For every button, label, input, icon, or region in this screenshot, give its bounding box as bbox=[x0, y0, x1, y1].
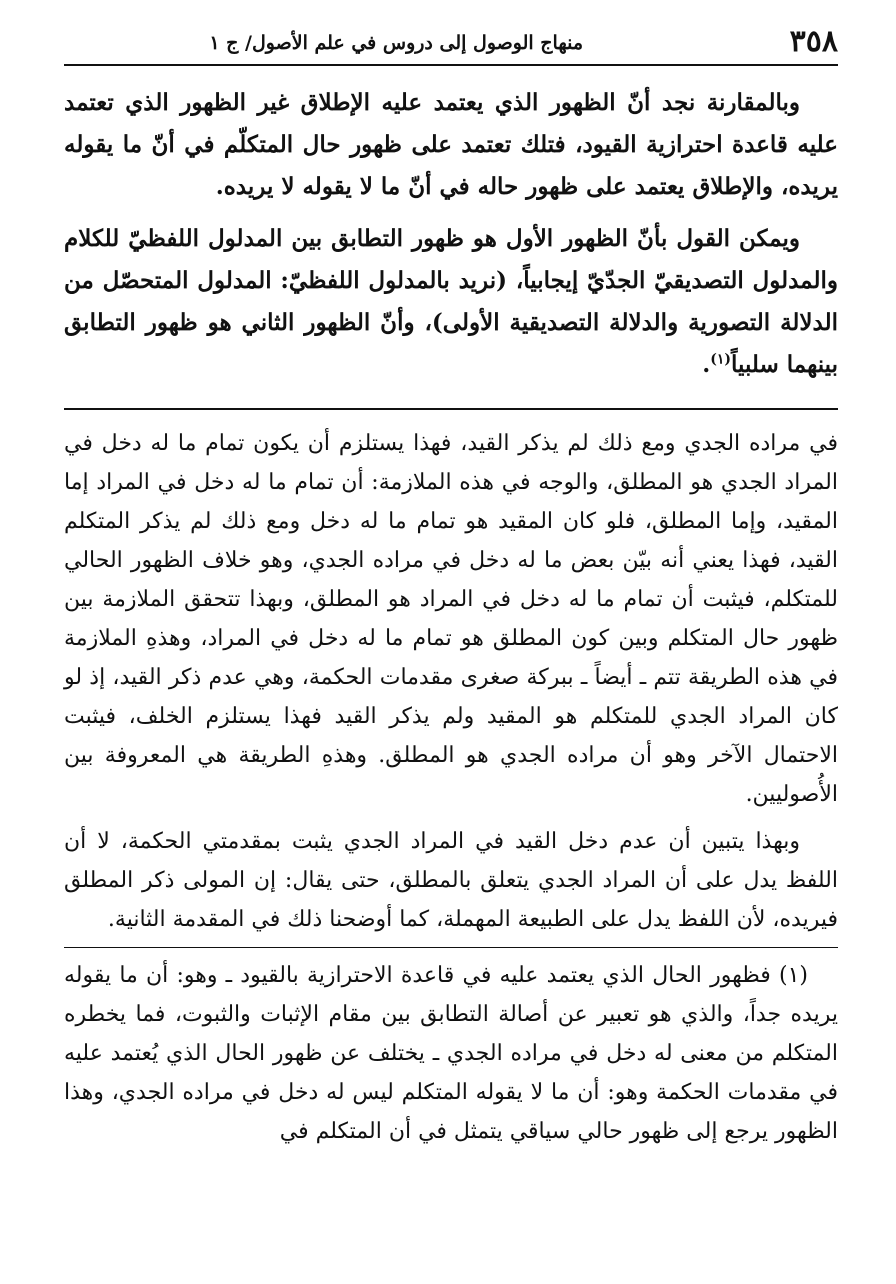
main-paragraph-1: وبالمقارنة نجد أنّ الظهور الذي يعتمد عليه الإطلاق غير الظهور الذي تعتمد عليه قاعدة احترازية القيود، فتلك تعتمد على ظهور حال المتكلّم في أنّ ما يقوله يريده، والإطلاق يعتمد على ظهور حاله في أنّ ما لا يقوله لا يريده. bbox=[64, 89, 838, 200]
footnote-marker[interactable]: (١) bbox=[710, 351, 732, 368]
main-paragraph-2 bbox=[64, 218, 838, 386]
commentary-paragraph-1: في مراده الجدي ومع ذلك لم يذكر القيد، فهذا يستلزم أن يكون تمام ما له دخل في المراد الجدي هو المطلق، والوجه في هذه الملازمة: أن تمام ما له دخل في المراد إما المقيد، وإما المطلق، فلو كان المقيد هو تمام ما له دخل ومع ذلك لم يذكر المتكلم القيد، فهذا يعني أنه بيّن بعض ما له دخل في مراده الجدي، وهو خلاف الظهور الحالي للمتكلم، فيثبت أن تمام ما له دخل في المراد هو المطلق، وبهذا تتحقق الملازمة بين ظهور حال المتكلم وبين كون المطلق هو تمام ما له دخل في المراد، وهذهِ الملازمة في هذه الطريقة تتم ـ أيضاً ـ ببركة صغرى مقدمات الحكمة، وهي عدم ذكر القيد، إذ لو كان المراد الجدي للمتكلم هو المقيد ولم يذكر القيد فهذا يستلزم الخلف، فيثبت الاحتمال الآخر وهو أن مراده الجدي هو المطلق. وهذهِ الطريقة هي المعروفة بين الأُصوليين. bbox=[64, 431, 838, 807]
footnote-text: (١) فظهور الحال الذي يعتمد عليه في قاعدة الاحترازية بالقيود ـ وهو: أن ما يقوله يريده جداً، والذي هو تعبير عن أصالة التطابق بين مقام الإثبات والثبوت، فما يخطره المتكلم من معنى له دخل في مراده الجدي ـ يختلف عن ظهور الحال الذي يُعتمد عليه في مقدمات الحكمة وهو: أن ما لا يقوله المتكلم ليس له دخل في مراده الجدي، وهذا الظهور يرجع إلى ظهور حالي سياقي يتمثل في أن المتكلم في bbox=[64, 963, 838, 1144]
main-paragraph-2-text: ويمكن القول بأنّ الظهور الأول هو ظهور التطابق بين المدلول اللفظيّ للكلام والمدلول التصديقيّ الجدّيّ إيجابياً، (نريد بالمدلول اللفظيّ: المدلول المتحصّل من الدلالة التصورية والدلالة التصديقية الأولى)، وأنّ الظهور الثاني هو ظهور التطابق بينهما سلبياً bbox=[64, 225, 838, 378]
commentary bbox=[64, 424, 838, 939]
footnote-rule bbox=[64, 947, 838, 948]
header-rule bbox=[64, 64, 838, 66]
main-text bbox=[64, 60, 838, 386]
page-number: ٣٥٨ bbox=[789, 24, 838, 59]
page bbox=[64, 24, 838, 1151]
section-divider bbox=[64, 408, 838, 410]
page-header bbox=[64, 24, 838, 60]
main-paragraph-2-end: . bbox=[702, 351, 711, 378]
running-title: منهاج الوصول إلى دروس في علم الأصول/ ج ١ bbox=[209, 32, 583, 54]
footnote bbox=[64, 956, 838, 1151]
commentary-paragraph-2: وبهذا يتبين أن عدم دخل القيد في المراد الجدي يثبت بمقدمتي الحكمة، لا أن اللفظ يدل على أن المراد الجدي يتعلق بالمطلق، حتى يقال: إن المولى ذكر المطلق فيريده، لأن اللفظ يدل على الطبيعة المهملة، كما أوضحنا ذلك في المقدمة الثانية. bbox=[64, 829, 838, 932]
